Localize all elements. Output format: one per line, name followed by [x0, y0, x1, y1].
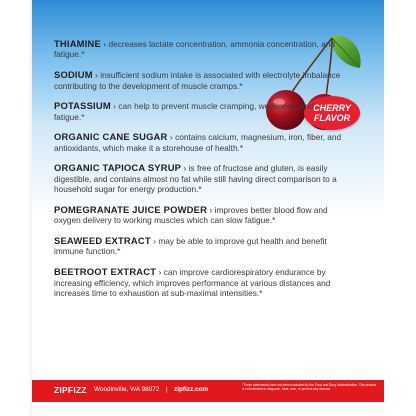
ingredient-list: [54, 39, 346, 309]
ingredient-desc: is free of fructose and gluten, is easily digestible, and contains almost no fat while still having direct comparison to a household sugar for energy production.*: [54, 163, 337, 195]
ingredient-name: POMEGRANATE JUICE POWDER: [54, 203, 208, 215]
arrow-icon: ›: [95, 70, 101, 81]
ingredient-item: [54, 39, 346, 60]
arrow-icon: ›: [103, 39, 109, 49]
ingredient-name: SODIUM: [54, 69, 93, 81]
footer-bar: [32, 380, 384, 402]
arrow-icon: ›: [209, 204, 215, 215]
ingredient-item: [54, 236, 346, 257]
ingredient-name: ORGANIC CANE SUGAR: [54, 131, 168, 143]
ingredient-item: [54, 163, 346, 194]
footer-location: Woodinville, WA 98072: [94, 386, 160, 393]
fda-disclaimer: *These statements have not been evaluated by the Food and Drug Administration. This product is not intended to diagnose, treat, cure, or prevent any disease.: [242, 383, 377, 392]
footer-separator: |: [166, 386, 168, 393]
ingredient-desc: insufficient sodium intake is associated with electrolyte imbalance contributing to the development of muscle cramps.*: [54, 70, 341, 91]
ingredient-desc: decreases lactate concentration, ammonia concentration, and fatigue.*: [54, 39, 335, 60]
ingredient-desc: may be able to improve gut health and benefit immune function.*: [54, 236, 327, 257]
brand-logo: ZIPFIZZ: [54, 385, 87, 395]
ingredient-name: THIAMINE: [54, 38, 101, 49]
ingredient-name: BEETROOT EXTRACT: [54, 266, 157, 278]
ingredient-item: [54, 205, 346, 226]
bottom-strip: [32, 402, 384, 416]
footer-url[interactable]: zipfizz.com: [174, 386, 209, 393]
ingredient-name: SEAWEED EXTRACT: [54, 235, 151, 247]
arrow-icon: ›: [153, 236, 159, 247]
ingredient-desc: can improve cardiorespiratory endurance by increasing efficiency, which improves performance at various distances and increases time to exhaustion at sub-maximal intensities.*: [54, 267, 331, 298]
ingredient-item: [54, 70, 346, 91]
product-panel: [32, 0, 384, 416]
badge-line-2: FLAVOR: [313, 113, 351, 123]
ingredient-desc: can help to prevent muscle cramping, weakness, and fatigue.*: [54, 101, 314, 122]
arrow-icon: ›: [169, 132, 176, 143]
arrow-icon: ›: [158, 267, 164, 278]
arrow-icon: ›: [183, 163, 189, 174]
ingredient-item: [54, 101, 346, 122]
ingredient-desc: improves better blood flow and oxygen delivery to working muscles which can slow fatigue.*: [54, 204, 328, 226]
arrow-icon: ›: [113, 101, 119, 112]
ingredient-name: ORGANIC TAPIOCA SYRUP: [54, 162, 182, 174]
ingredient-item: [54, 267, 346, 298]
ingredient-desc: contains calcium, magnesium, iron, fiber, and antioxidants, which make it a storehouse of health.*: [54, 132, 342, 153]
ingredient-name: POTASSIUM: [54, 100, 111, 112]
badge-line-1: CHERRY: [313, 103, 351, 113]
ingredient-item: [54, 132, 346, 153]
